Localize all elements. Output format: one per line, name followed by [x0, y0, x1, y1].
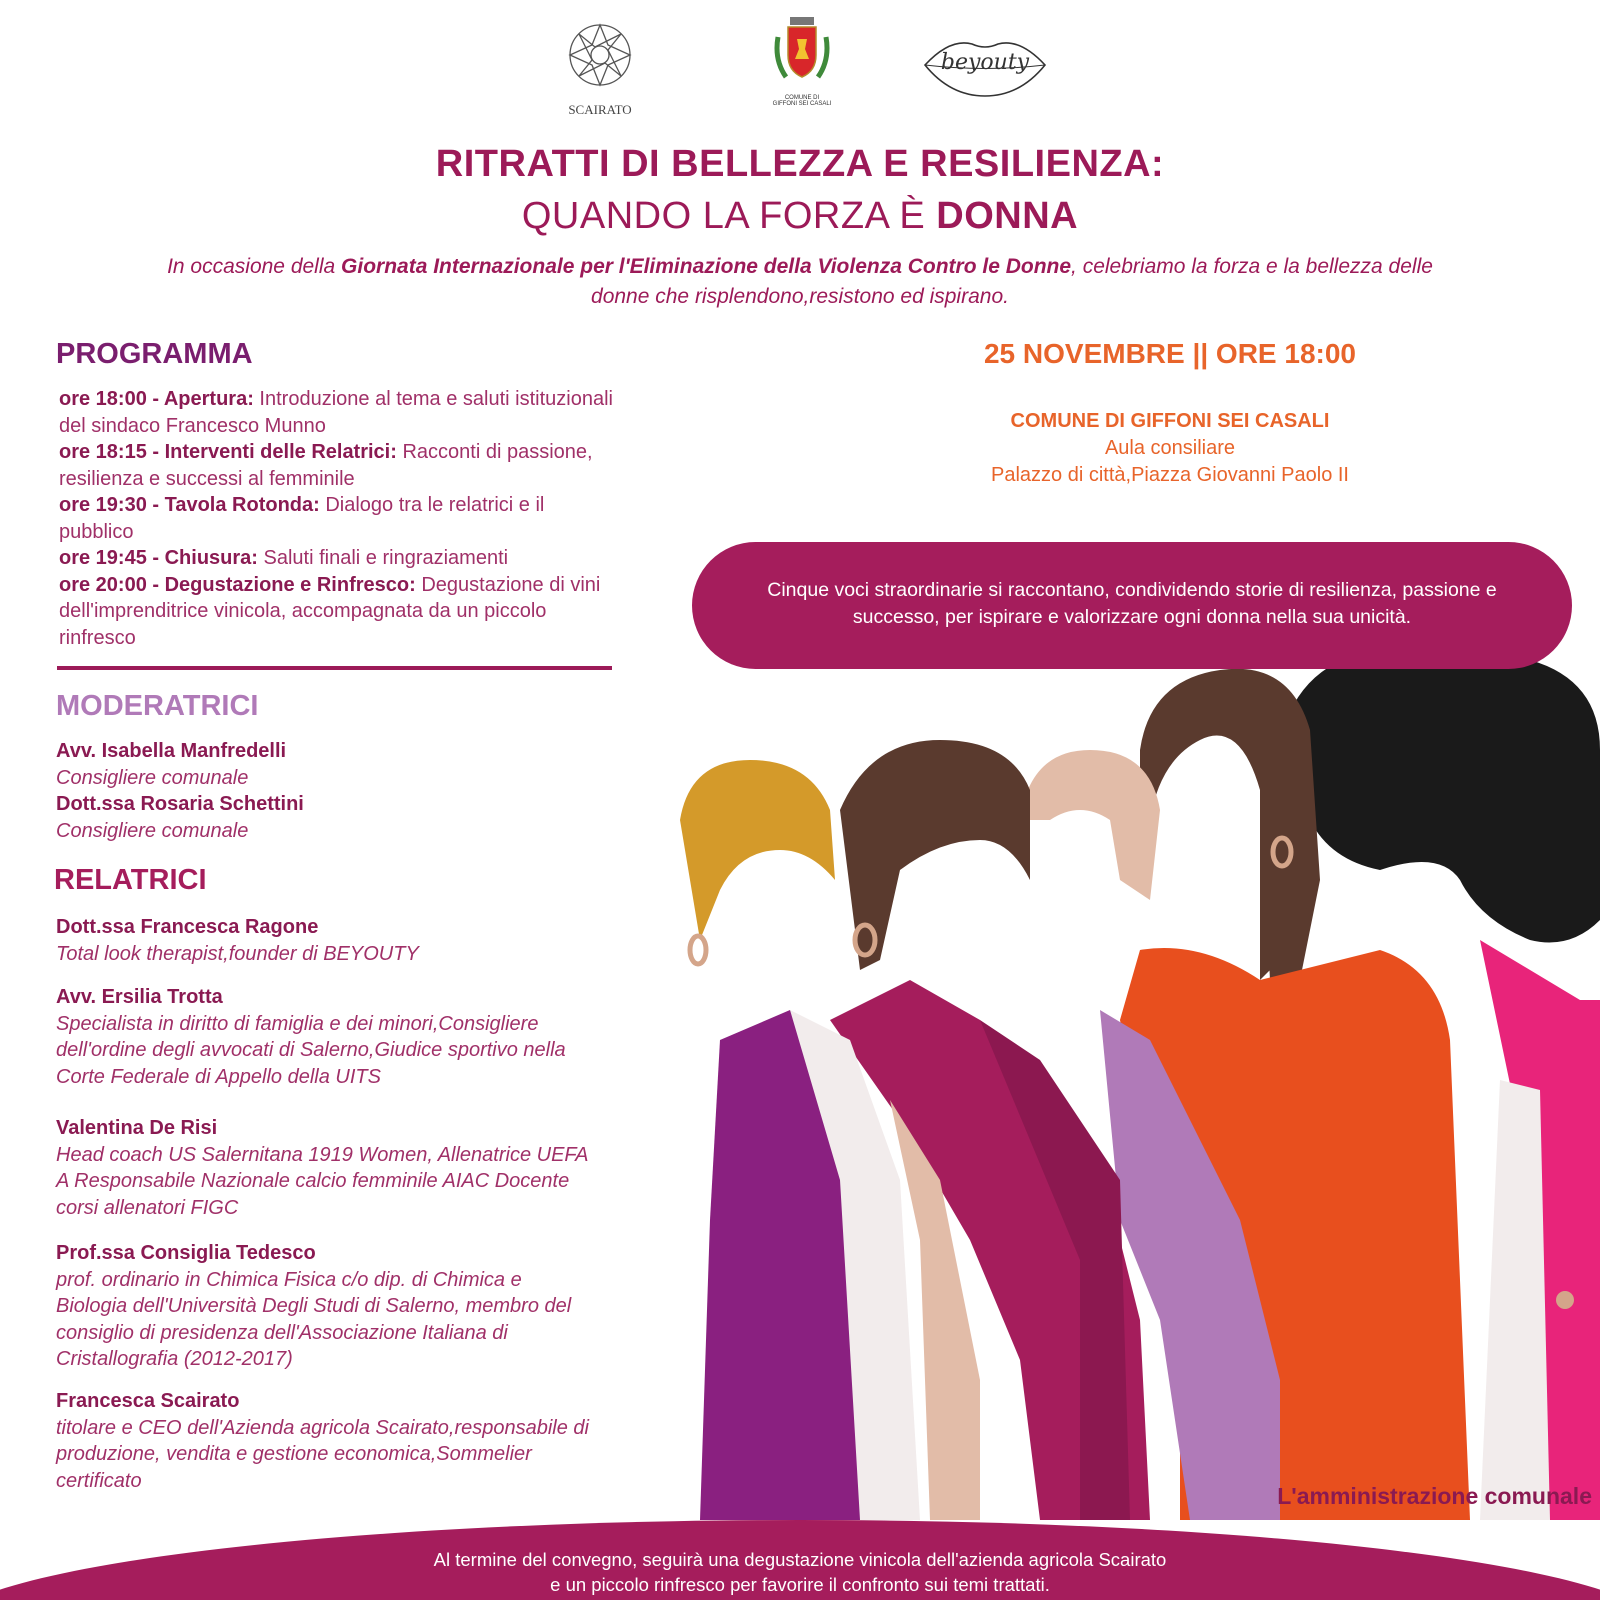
face-dark	[1260, 790, 1280, 980]
person-role: titolare e CEO dell'Azienda agricola Scairato,responsabile di produzione, vendita e gestione economica,Sommelier certificato	[56, 1416, 589, 1492]
person-name: Avv. Isabella Manfredelli	[56, 740, 287, 762]
person-name: Dott.ssa Francesca Ragone	[56, 916, 319, 938]
title-line-2	[0, 195, 1600, 238]
figure-pink-shirt	[1480, 1080, 1550, 1520]
programma-item	[59, 386, 619, 439]
footer-line-1: Al termine del convegno, seguirà una degustazione vinicola dell'azienda agricola Scairato	[433, 1549, 1167, 1570]
curly-hair	[1280, 642, 1600, 943]
programma-desc: Racconti di passione, resilienza e successi al femminile	[59, 441, 593, 490]
person-role: prof. ordinario in Chimica Fisica c/o dip. di Chimica e Biologia dell'Università Degli Studi di Salerno, membro del consiglio di presidenza dell'Associazione Italiana di Cristallografia (2012-2017)	[56, 1268, 572, 1370]
earring-hoop	[690, 936, 706, 964]
person-name: Prof.ssa Consiglia Tedesco	[56, 1242, 316, 1264]
figure-mustard-hair	[680, 760, 835, 940]
programma-item	[59, 545, 619, 572]
scairato-logo-icon	[560, 15, 640, 95]
venue-name: COMUNE DI GIFFONI SEI CASALI	[1010, 410, 1330, 432]
programma-item	[59, 572, 619, 652]
relatrice-entry	[56, 1388, 636, 1494]
event-date: 25 NOVEMBRE || ORE 18:00	[983, 338, 1356, 369]
relatrice-entry	[56, 1240, 636, 1373]
footer	[0, 1520, 1600, 1600]
women-illustration	[680, 620, 1600, 1520]
relatrice-entry	[56, 1115, 636, 1221]
title-line-2-prefix: QUANDO LA FORZA È	[521, 195, 937, 237]
scairato-logo-text: SCAIRATO	[568, 102, 632, 117]
programma-time: ore 18:15 - Interventi delle Relatrici:	[59, 441, 397, 463]
highlight-banner-text: Cinque voci straordinarie si raccontano, condividendo storie di resilienza, passione e successo, per ispirare e valorizzare ogni donna nella sua unicità.	[767, 579, 1497, 628]
moderatrice-entry	[56, 738, 636, 844]
scairato-logo	[560, 15, 640, 115]
comune-crest-icon	[772, 15, 832, 90]
programma-time: ore 20:00 - Degustazione e Rinfresco:	[59, 573, 416, 596]
figure-beige-hair	[1020, 750, 1160, 900]
programma-time: ore 18:00 - Apertura:	[59, 388, 254, 410]
programma-list	[59, 386, 619, 651]
earring-dot	[1556, 1291, 1574, 1309]
programma-item	[59, 439, 619, 492]
person-name: Dott.ssa Rosaria Schettini	[56, 793, 304, 815]
beyouty-logo-text: beyouty	[940, 50, 1030, 75]
programma-time: ore 19:30 - Tavola Rotonda:	[59, 494, 320, 516]
programma-desc: Dialogo tra le relatrici e il pubblico	[59, 494, 545, 543]
person-role: Total look therapist,founder di BEYOUTY	[56, 942, 419, 965]
comune-logo-text-2: GIFFONI SEI CASALI	[772, 101, 832, 107]
relatrice-entry	[56, 914, 636, 967]
programma-desc: Introduzione al tema e saluti istituzionali del sindaco Francesco Munno	[59, 388, 613, 437]
comune-logo	[752, 15, 852, 115]
event-venue	[900, 408, 1440, 489]
venue-address: Palazzo di città,Piazza Giovanni Paolo II	[991, 464, 1349, 486]
footer-text	[300, 1547, 1300, 1597]
person-role: Specialista in diritto di famiglia e dei minori,Consigliere dell'ordine degli avvocati di Salerno,Giudice sportivo nella Corte Federale di Appello della UITS	[56, 1012, 566, 1088]
programma-desc: Saluti finali e ringraziamenti	[257, 547, 509, 569]
person-role: Head coach US Salernitana 1919 Women, Allenatrice UEFA A Responsabile Nazionale calcio femminile AIAC Docente corsi allenatori FIGC	[56, 1143, 588, 1219]
intro-part-2: , celebriamo la forza e la bellezza delle donne che risplendono,resistono ed ispirano.	[591, 255, 1433, 308]
person-name: Francesca Scairato	[56, 1390, 240, 1412]
intro-text	[140, 252, 1460, 312]
relatrici-heading: RELATRICI	[54, 864, 207, 896]
beyouty-logo	[920, 30, 1050, 100]
signature: L'amministrazione comunale	[1277, 1483, 1592, 1509]
comune-logo-text-1: COMUNE DI	[784, 95, 820, 101]
programma-desc: Degustazione di vini dell'imprenditrice vinicola, accompagnata da un piccolo rinfresco	[59, 573, 601, 649]
figure-dark-hair	[1140, 669, 1320, 980]
figure-brown-hair	[840, 740, 1030, 970]
person-name: Avv. Ersilia Trotta	[56, 986, 223, 1008]
footer-line-2: e un piccolo rinfresco per favorire il confronto sui temi trattati.	[550, 1574, 1050, 1595]
highlight-banner	[692, 542, 1572, 669]
title-line-1: RITRATTI DI BELLEZZA E RESILIENZA:	[435, 143, 1165, 185]
programma-item	[59, 492, 619, 545]
moderatrici-heading: MODERATRICI	[56, 690, 259, 722]
person-name: Valentina De Risi	[56, 1117, 218, 1139]
intro-bold: Giornata Internazionale per l'Eliminazione della Violenza Contro le Donne	[341, 255, 1072, 278]
person-role: Consigliere comunale	[56, 766, 249, 789]
programma-time: ore 19:45 - Chiusura:	[59, 547, 258, 569]
title-line-2-bold: DONNA	[936, 195, 1079, 237]
person-role: Consigliere comunale	[56, 819, 249, 842]
relatrice-entry	[56, 984, 636, 1090]
section-divider	[57, 666, 612, 670]
programma-heading: PROGRAMMA	[56, 338, 253, 370]
venue-room: Aula consiliare	[1104, 437, 1236, 459]
intro-part-1: In occasione della	[167, 255, 342, 278]
